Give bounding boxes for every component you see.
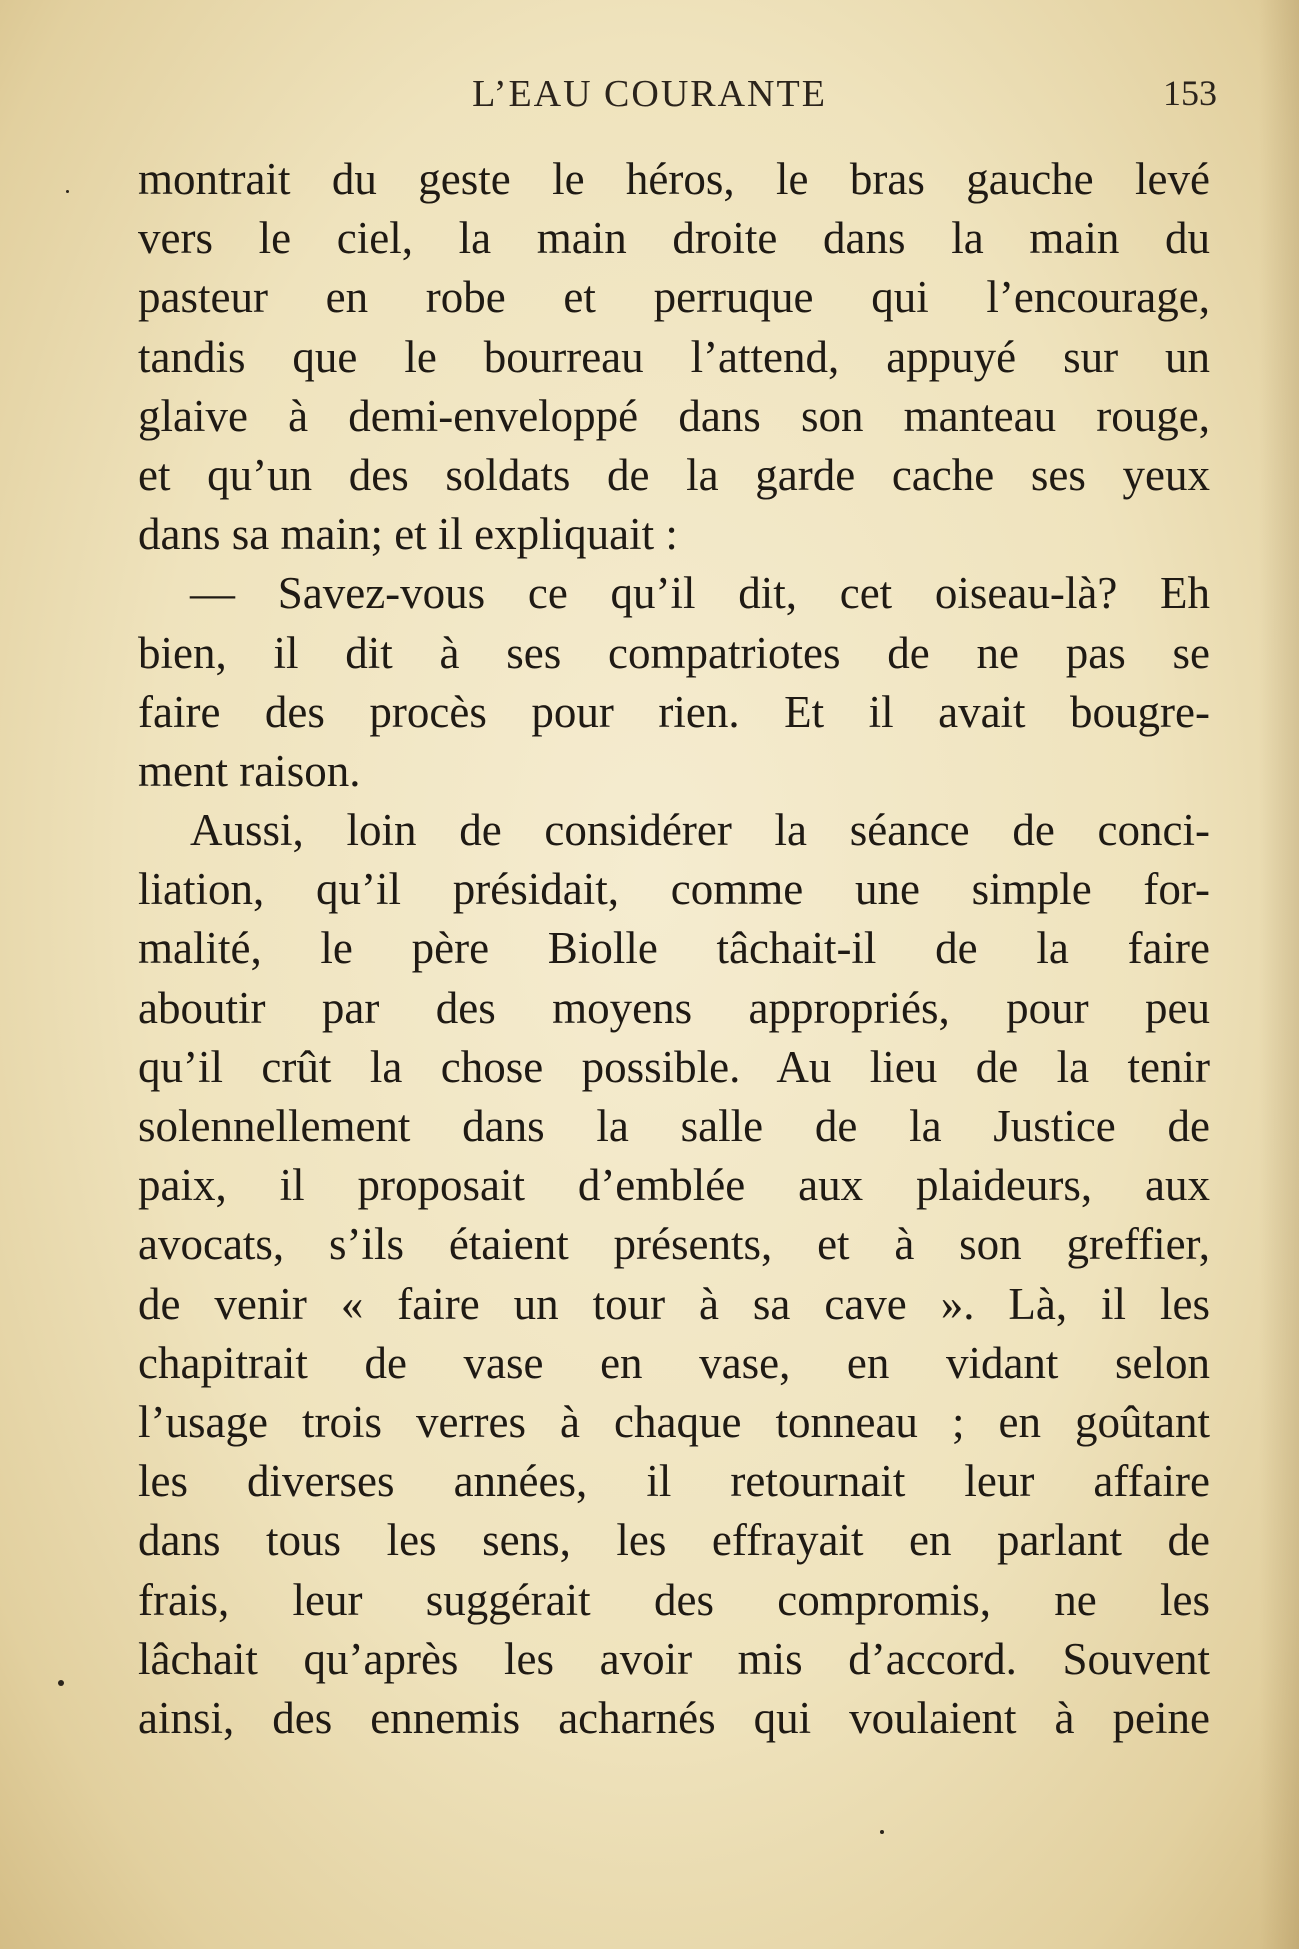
text-line: de venir « faire un tour à sa cave ». Là, il les bbox=[138, 1278, 1210, 1329]
ink-speck bbox=[66, 190, 69, 193]
page-number: 153 bbox=[1163, 73, 1217, 113]
text-line: ainsi, des ennemis acharnés qui voulaient à peine bbox=[138, 1692, 1210, 1743]
text-line: tandis que le bourreau l’attend, appuyé sur un bbox=[138, 331, 1210, 382]
text-line: malité, le père Biolle tâchait-il de la faire bbox=[138, 923, 1210, 974]
text-line: avocats, s’ils étaient présents, et à son greffier, bbox=[138, 1219, 1210, 1270]
text-line: — Savez-vous ce qu’il dit, cet oiseau-là? Eh bbox=[190, 568, 1210, 619]
text-line: vers le ciel, la main droite dans la main du bbox=[138, 213, 1210, 264]
text-line: paix, il proposait d’emblée aux plaideurs, aux bbox=[138, 1160, 1210, 1211]
text-line: glaive à demi-enveloppé dans son manteau rouge, bbox=[138, 390, 1210, 441]
text-line: chapitrait de vase en vase, en vidant selon bbox=[138, 1337, 1210, 1388]
ink-speck bbox=[880, 1830, 884, 1834]
text-line: aboutir par des moyens appropriés, pour peu bbox=[138, 982, 1210, 1033]
text-line: pasteur en robe et perruque qui l’encourage, bbox=[138, 272, 1210, 323]
text-line: bien, il dit à ses compatriotes de ne pas se bbox=[138, 627, 1210, 678]
text-line: dans sa main; et il expliquait : bbox=[138, 509, 678, 560]
text-line: Aussi, loin de considérer la séance de conci- bbox=[190, 805, 1210, 856]
text-line: et qu’un des soldats de la garde cache ses yeux bbox=[138, 449, 1210, 500]
text-line: qu’il crût la chose possible. Au lieu de la tenir bbox=[138, 1041, 1210, 1092]
text-line: faire des procès pour rien. Et il avait bougre- bbox=[138, 686, 1210, 737]
text-line: liation, qu’il présidait, comme une simple for- bbox=[138, 864, 1210, 915]
body-text bbox=[138, 150, 1210, 1748]
text-line: montrait du geste le héros, le bras gauche levé bbox=[138, 154, 1210, 204]
text-line: dans tous les sens, les effrayait en parlant de bbox=[138, 1515, 1210, 1566]
text-line: frais, leur suggérait des compromis, ne les bbox=[138, 1574, 1210, 1625]
text-line: l’usage trois verres à chaque tonneau ; en goûtant bbox=[138, 1396, 1210, 1447]
text-line: lâchait qu’après les avoir mis d’accord. Souvent bbox=[138, 1633, 1210, 1684]
text-line: ment raison. bbox=[138, 745, 361, 796]
text-line: les diverses années, il retournait leur affaire bbox=[138, 1456, 1210, 1507]
ink-speck bbox=[58, 1680, 64, 1686]
running-head bbox=[0, 72, 1299, 132]
running-title: L’EAU COURANTE bbox=[472, 73, 827, 115]
text-line: solennellement dans la salle de la Justice de bbox=[138, 1101, 1210, 1151]
page-edge-shadow bbox=[1259, 0, 1299, 1949]
